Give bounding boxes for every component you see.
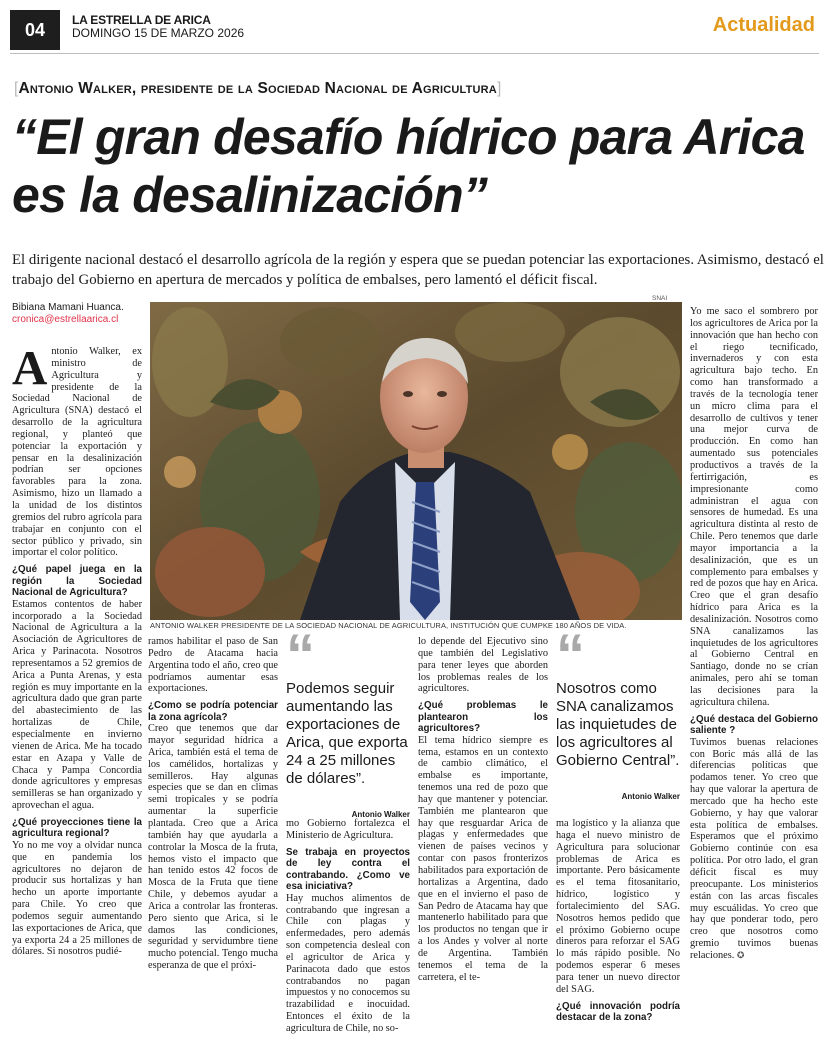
photo-caption: ANTONIO WALKER PRESIDENTE DE LA SOCIEDAD NACIONAL DE AGRICULTURA, INSTITUCIÓN QUE CUMPKE 180 AÑOS DE VIDA. bbox=[150, 621, 627, 630]
quote-marks-icon: “ bbox=[286, 623, 305, 688]
article-column-6 bbox=[690, 306, 818, 1046]
pull-quote-attribution: Antonio Walker bbox=[351, 810, 410, 819]
answer-paragraph: Hay muchos alimentos de contrabando que ingresan a Chile con plagas y enfermedades, pero además son competencia desleal con el agricultor de Arica y Parinacota dado que estos contrabandos no pagan impuestos y no conocemos su trazabilidad e inocuidad. Entonces el éxito de la agricultura de Chile, no so- bbox=[286, 892, 410, 1034]
question: ¿Como se podría potenciar la zona agrícola? bbox=[148, 700, 278, 723]
pull-quote bbox=[556, 623, 680, 801]
kicker-text: Antonio Walker, presidente de la Sociedad Nacional de Agricultura bbox=[18, 80, 497, 97]
kicker-bracket-left: [ bbox=[14, 80, 19, 97]
pull-quote bbox=[286, 623, 410, 819]
pull-quote-attribution: Antonio Walker bbox=[621, 792, 680, 801]
quote-marks-icon: “ bbox=[556, 623, 575, 688]
answer-paragraph: mo Gobierno fortalezca el Ministerio de Agricultura. bbox=[286, 818, 410, 841]
answer-text: Tuvimos buenas relaciones con Boric más allá de las diferencias políticas que podamos tener. Yo creo que hay que valorar la apertura de mercado que ha hecho este Gobierno, y hay que valorar esta política de embalses. Esperamos que el próximo Gobierno continúe con esa política. Por otro lado, el gran déficit fiscal es muy preocupante. Los ministerios están con las arcas fiscales muy escuálidas. Yo creo que hay que ponderar todo, pero creo que nosotros como gremio tuvimos buenas relaciones. bbox=[690, 736, 818, 961]
article-column-1 bbox=[12, 346, 142, 1046]
answer-paragraph bbox=[690, 737, 818, 962]
question: Se trabaja en proyectos de ley contra el contrabando. ¿Como ve esa iniciativa? bbox=[286, 846, 410, 893]
masthead bbox=[72, 14, 244, 40]
question: ¿Qué papel juega en la región la Sociedad Nacional de Agricultura? bbox=[12, 564, 142, 599]
question: ¿Qué proyecciones tiene la agricultura regional? bbox=[12, 816, 142, 840]
lead-paragraph: El dirigente nacional destacó el desarrollo agrícola de la región y espera que se puedan potenciar las exportaciones. Asimismo, destacó el trabajo del Gobierno en apertura de mercados y política de embalses, pero lamentó el déficit fiscal. bbox=[12, 252, 824, 288]
end-mark-icon: ✪ bbox=[736, 949, 745, 960]
portrait-photo bbox=[150, 302, 682, 620]
page-number: 04 bbox=[10, 10, 60, 50]
author-name: Bibiana Mamani Huanca. bbox=[12, 302, 124, 313]
issue-date: DOMINGO 15 DE MARZO 2026 bbox=[72, 26, 245, 40]
article-column-5 bbox=[556, 818, 680, 1046]
portrait-illustration bbox=[150, 302, 682, 620]
answer-paragraph: El tema hídrico siempre es tema, estamos en un contexto de cambio climático, el embalse es importante, tenemos una red de pozo que hay que mantener y potenciar. También me plantearon que hay que resguardar Arica de plagas y enfermedades que vienen de países vecinos y contar con pasos fronterizos habilitados para exportación de hortalizas a Argentina, dado que en el invierno el paso de San Pedro de Atacama hay que mantenerlo habilitado para que los productos no tengan que ir a los Andes y volver al norte de Argentina. También tenemos el tema de la carretera, el te- bbox=[418, 734, 548, 983]
kicker bbox=[14, 80, 501, 98]
drop-cap: A bbox=[12, 346, 48, 395]
kicker-bracket-right: ] bbox=[496, 80, 502, 97]
headline: “El gran desafío hídrico para Arica es la desalinización” bbox=[12, 109, 805, 223]
article-column-4 bbox=[418, 636, 548, 1046]
header-divider bbox=[10, 53, 819, 54]
answer-paragraph: ramos habilitar el paso de San Pedro de Atacama hacia Argentina todo el año, creo que podríamos aumentar esas exportaciones. bbox=[148, 636, 278, 695]
answer-paragraph: ma logístico y la alianza que haga el nuevo ministro de Agricultura para solucionar problemas de Arica es importante. Pero básicamente es el tema fitosanitario, hídrico, logístico y fortalecimiento del SAG. Nosotros hemos pedido que el próximo Gobierno ocupe dineros para reforzar el SAG lo más rápido posible. No podemos esperar 6 meses para tener un nuevo director del SAG. bbox=[556, 818, 680, 995]
author-email[interactable]: cronica@estrellaarica.cl bbox=[12, 314, 119, 325]
answer-paragraph: Estamos contentos de haber incorporado a la Sociedad Nacional de Agricultura a la Asociación de Agricultores de Arica y Parinacota. Nosotros representamos a 52 gremios de Arica a Punta Arenas, y esta región es muy importante en la agricultura dado que gran parte del abastecimiento de las hortalizas de Chile, especialmente en invierno vienen de Arica. Me ha tocado estar en Azapa y Valle de Chaca y Pampa Concordia donde agricultores y empresas semilleras se han organizado y aprovechan el agua. bbox=[12, 598, 142, 812]
answer-paragraph: Creo que tenemos que dar mayor seguridad hídrica a Arica, también está el tema de los camélidos, hortalizas y semilleros. Hay algunas especies que se dan en climas semi tropicales y se podría aumentar la superficie plantada. Creo que a Arica también hay que ayudarla a controlar la Mosca de la fruta, hemos visto el impacto que han tenido estos 42 focos de Mosca de la Fruta que tiene Chile, y debemos ayudar a Arica a controlar las fronteras. Pero siento que Arica, si le damos las condiciones, seguridad y servidumbre tiene mucho potencial. Tengo mucha esperanza de que el próxi- bbox=[148, 723, 278, 972]
pull-quote-text: Nosotros como SNA canalizamos las inquietudes de los agricultores al Gobierno Central”. bbox=[556, 680, 680, 769]
newspaper-name: LA ESTRELLA DE ARICA bbox=[72, 13, 211, 27]
question: ¿Qué innovación podría destacar de la zona? bbox=[556, 1000, 680, 1024]
article-column-3 bbox=[286, 818, 410, 1046]
question: ¿Qué destaca del Gobierno saliente ? bbox=[690, 713, 818, 737]
question: ¿Qué problemas le plantearon los agricultores? bbox=[418, 700, 548, 735]
answer-paragraph: lo depende del Ejecutivo sino que también del Legislativo para tener leyes que aborden los problemas reales de los agricultores. bbox=[418, 636, 548, 695]
byline bbox=[12, 302, 124, 326]
answer-paragraph: Yo me saco el sombrero por los agricultores de Arica por la innovación que han hecho con el riego tecnificado, invernaderos y con esta agricultura bajo techo. En como han transformado a través de la tecnología tener un micro clima para el desarrollo de cultivos y tener una mejor curva de producción. En como han aumentado sus potenciales productivos a través de la fertirrigación, es impresionante como administran el agua con sensores de humedad. Es una agricultura distinta al resto de Chile. Pero tenemos que darle mayor importancia a la desalinización, que es un complemento para embalses y red de pozos que hay en Arica. Creo que el gran desafío hídrico para Arica es la desalinización. Nosotros como SNA canalizamos las inquietudes de los agricultores al Gobierno Central en Santiago, donde no se crían animales, pero ahí se toman las decisiones para la agricultura chilena. bbox=[690, 306, 818, 708]
photo-credit: SNAI bbox=[652, 295, 668, 302]
article-column-2 bbox=[148, 636, 278, 1046]
section-label: Actualidad bbox=[712, 14, 815, 36]
intro-paragraph: ntonio Walker, ex ministro de Agricultura y presidente de la Sociedad Nacional de Agricultura (SNA) destacó el desarrollo de la agricultura regional, y planteó que potenciar la exportación y pensar en la desalinización podrían ser opciones favorables para la zona. Asimismo, hizo un llamado a la unidad de los distintos gremios del rubro agrícola para trabajar en conjunto con el sector público y privado, sin importar el color político. bbox=[12, 346, 142, 559]
answer-paragraph: Yo no me voy a olvidar nunca que en pandemia los agricultores no dejaron de producir sus hortalizas y han hecho un aporte importante para Chile. Yo creo que podemos seguir aumentando las exportaciones de Arica, que ya exporta 24 a 25 millones de dólares. Si nosotros pudié- bbox=[12, 839, 142, 958]
pull-quote-text: Podemos seguir aumentando las exportaciones de Arica, que exporta 24 a 25 millones de dólares”. bbox=[286, 680, 408, 787]
